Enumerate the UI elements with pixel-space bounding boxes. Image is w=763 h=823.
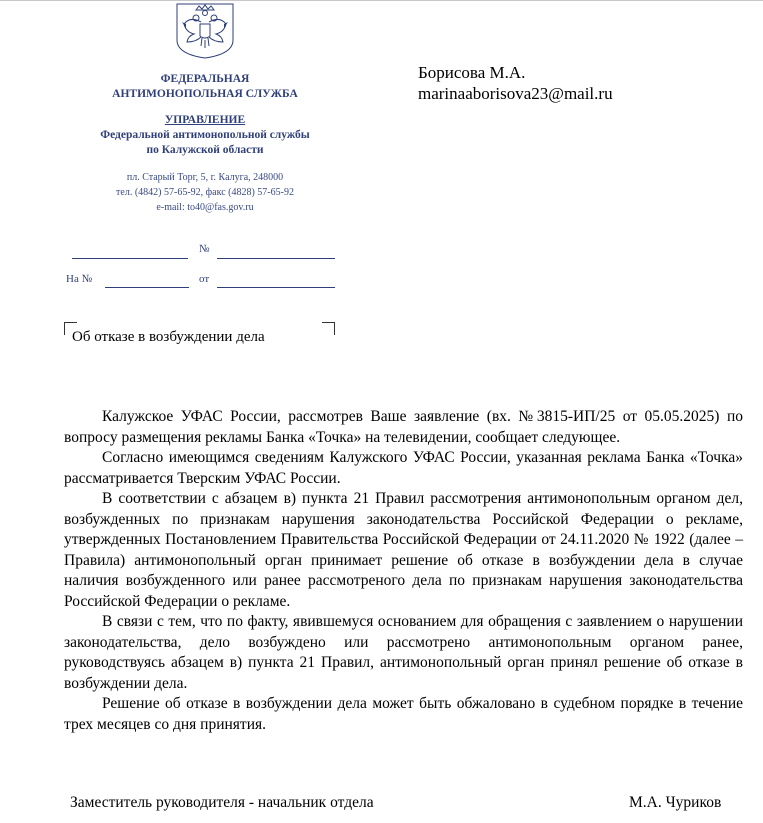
body-paragraph-2: Согласно имеющимся сведениям Калужского УФАС России, указанная реклама Банка «Точка» рассматривается Тверским УФАС России. [64,449,755,487]
agency-phone: тел. (4842) 57-65-92, факс (4828) 57-65-92 [116,187,294,198]
recipient-name: Борисова М.А. [418,63,526,82]
subject-bracket-right [322,322,335,335]
body-paragraph-3: В соответствии с абзацем в) пункта 21 Правил рассмотрения антимонопольным органом дел, возбужденных по признакам нарушения законодательства Российской Федерации о рекламе, утвержденных Постановлением Правительства Российской Федерации от 24.11.2020 № 1922 (далее – Правила) антимонопольный орган принимает решение об отказе в возбуждении дела в случае наличия возбужденного или ранее рассмотреного дела по признакам нарушения законодательства Российской Федерации о рекламе. [64,490,743,610]
signatory-title: Заместитель руководителя - начальник отдела [70,794,374,811]
page-top-border [0,0,763,1]
agency-email: e-mail: to40@fas.gov.ru [156,202,254,213]
number-label: № [199,243,210,255]
outgoing-number-line [217,258,335,259]
coat-of-arms-icon [174,2,236,60]
letter-subject: Об отказе в возбуждении дела [72,329,265,345]
body-paragraph-1: Калужское УФАС России, рассмотрев Ваше заявление (вх. №3815-ИП/25 от 05.05.2025) по вопросу размещения рекламы Банка «Точка» на телевидении, сообщает следующее. [64,408,743,446]
signatory-name: М.А. Чуриков [629,794,722,811]
agency-name-line2: АНТИМОНОПОЛЬНАЯ СЛУЖБА [112,88,298,100]
letter-body [64,407,755,735]
department-line2: Федеральной антимонопольной службы [100,129,310,141]
reference-date-line [217,287,335,288]
body-paragraph-5: Решение об отказе в возбуждении дела может быть обжаловано в судебном порядке в течение трех месяцев со дня принятия. [64,695,743,733]
recipient-email: marinaaborisova23@mail.ru [418,84,613,103]
from-label: от [199,273,210,285]
outgoing-date-line [72,258,188,259]
body-paragraph-4: В связи с тем, что по факту, явившемуся основанием для обращения с заявлением о нарушении законодательства, дело возбуждено или рассмотрено антимонопольным органом ранее, руководствуясь абзацем в) пункта 21 Правил, антимонопольный орган принял решение об отказе в возбуждении дела. [64,613,743,692]
agency-address: пл. Старый Торг, 5, г. Калуга, 248000 [126,172,284,183]
agency-name-line1: ФЕДЕРАЛЬНАЯ [160,73,250,85]
department-line3: по Калужской области [146,144,264,156]
reference-number-label: На № [66,273,93,285]
department-line1: УПРАВЛЕНИЕ [164,114,246,126]
reference-number-line [105,287,189,288]
